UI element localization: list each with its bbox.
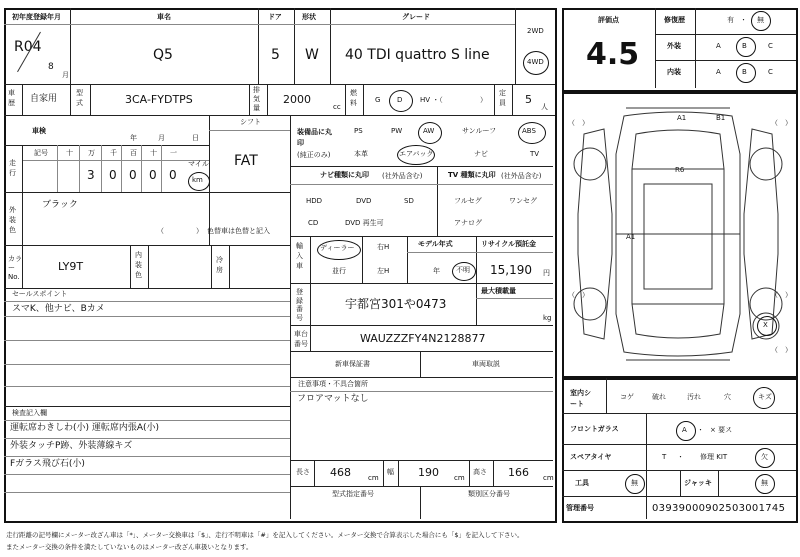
seat-item: 破れ (652, 393, 666, 401)
reg-month: 8 (48, 62, 54, 72)
reg-month-unit: 月 (62, 71, 69, 79)
fuel-close: ） (480, 96, 487, 104)
reg-year-label: 初年度登録年月 (12, 13, 61, 21)
height-unit: cm (543, 474, 554, 482)
grade: 40 TDI quattro S line (345, 47, 490, 63)
equipment-item: ナビ (474, 150, 488, 158)
import-dealer: ディーラー (320, 244, 355, 252)
front-glass-dot: ・ (697, 426, 704, 434)
length: 468 (330, 466, 351, 479)
sales-point-label: セールスポイント (12, 290, 68, 298)
car-name: Q5 (153, 47, 173, 63)
equipment-item: エアバック (399, 150, 434, 158)
paren-tl-open: （ (568, 119, 575, 127)
door-label: ドア (268, 13, 282, 21)
int-grade: A (716, 68, 721, 76)
int-grade: C (768, 68, 773, 76)
model-year-unit: 年 (433, 267, 440, 275)
paren-br-open: （ (771, 291, 778, 299)
equipment-item: PW (391, 127, 403, 135)
front-glass-label: フロントガラス (570, 425, 619, 433)
rating-label: 評価点 (598, 16, 619, 24)
digit-divider (57, 145, 58, 192)
color-code: LY9T (58, 260, 84, 273)
front-glass-value: A (682, 426, 687, 434)
mgmt-number: 03939000902503001745 (652, 503, 786, 514)
spare-kit: 修理 KIT (700, 453, 728, 461)
type-number-label: 型式指定番号 (332, 490, 374, 498)
diagram-label-b1: B1 (716, 114, 726, 122)
paren-tl-close: ） (582, 119, 589, 127)
fuel-d: D (397, 96, 403, 104)
repair-yes: 有 (727, 16, 734, 24)
digit-header: 万 (88, 149, 95, 157)
km-unit: km (192, 176, 203, 184)
model-year-label: モデル年式 (418, 240, 453, 248)
spare-t: T (662, 453, 667, 461)
airbag-circle (397, 145, 435, 165)
equipment-item: ABS (522, 127, 536, 135)
shaken-day-unit: 日 (192, 134, 199, 142)
registration-label: 登録番号 (296, 288, 303, 322)
diagram-label-r6: R6 (675, 166, 685, 174)
shift-label: シフト (240, 118, 261, 126)
color-code-label: カラーNo. (8, 255, 22, 281)
displacement-label: 排気量 (253, 86, 260, 112)
tools-label: 工具 (575, 479, 589, 487)
shape-label: 形状 (302, 13, 316, 21)
digit-header: 一 (170, 149, 177, 157)
symbol-label: 記号 (34, 149, 48, 157)
seat-label: 室内シート (570, 389, 591, 408)
width-label: 幅 (387, 468, 394, 476)
ac-label: 冷房 (216, 256, 223, 274)
repair-label: 修復歴 (664, 16, 685, 24)
aw-circle (418, 122, 442, 144)
import-label: 輸入車 (296, 242, 303, 270)
kg-unit: kg (543, 314, 552, 322)
recycle-label: リサイクル預託金 (481, 240, 537, 248)
diagram-label-a1-side: A1 (626, 233, 636, 241)
seat-item: キズ (758, 393, 772, 401)
int-b-circle (736, 63, 756, 83)
height: 166 (508, 466, 529, 479)
mileage-label: 走行 (9, 159, 16, 177)
navi-type: CD (308, 219, 319, 227)
tools-value: 無 (631, 479, 638, 487)
spare-label: スペアタイヤ (570, 453, 612, 461)
vin: WAUZZZFY4N2128877 (360, 332, 486, 345)
inspector-line: 運転席わきしわ(小) 運転席内張A(小) (10, 423, 160, 433)
class-number-label: 類別区分番号 (468, 490, 510, 498)
capacity: 5 (525, 93, 532, 106)
tv-type: フルセグ (454, 197, 482, 205)
mileage-digit: 0 (169, 168, 177, 182)
usage: 自家用 (30, 94, 58, 104)
paren-bl-open: （ (568, 291, 575, 299)
tv-type: アナログ (454, 219, 482, 227)
jack-value: 無 (761, 479, 768, 487)
paren-br2-open: （ (771, 346, 778, 354)
equipment-item: AW (423, 127, 435, 135)
int-grade: B (742, 68, 747, 76)
digit-divider (161, 145, 162, 192)
digit-divider (79, 145, 80, 192)
width: 190 (418, 466, 439, 479)
import-rh: 右H (377, 243, 390, 251)
navi-type: DVD 再生可 (345, 219, 384, 227)
seat-item: コゲ (620, 393, 634, 401)
body-shape: W (305, 47, 319, 63)
max-load-label: 最大積載量 (481, 287, 516, 295)
fuel-g: G (375, 96, 381, 104)
model-label: 型式 (76, 89, 83, 107)
equipment-item: 本革 (354, 150, 368, 158)
footer-line-1: 走行距離の記号欄にメーター改ざん車は「*」、メーター交換車は「$」、走行不明車は「#」を記入してください。メーター交換で合算表示した場合にも「$」を記入して下さい。 (6, 531, 524, 539)
digit-divider (101, 145, 102, 192)
mileage-digit: 0 (149, 168, 157, 182)
digit-header: 十 (150, 149, 157, 157)
yen-unit: 円 (543, 269, 550, 277)
length-label: 長さ (296, 468, 310, 476)
rating: 4.5 (586, 37, 640, 72)
spare-dot: ・ (677, 453, 684, 461)
usage-label: 車歴 (8, 89, 15, 107)
navi-note: (社外品含む) (382, 172, 423, 180)
footer-line-2: またメーター交換の条件を満たしていないものはメーター改ざん車扱いとなります。 (6, 543, 253, 551)
paren-tr-open: （ (771, 119, 778, 127)
paren-bl-close: ） (582, 291, 589, 299)
width-unit: cm (454, 474, 465, 482)
equipment-label: 装備品に丸印 (297, 128, 332, 147)
navi-label: ナビ種類に丸印 (320, 171, 369, 179)
navi-type: DVD (356, 197, 372, 205)
ext-label: 外装 (667, 42, 681, 50)
cc-unit: cc (333, 103, 341, 111)
navi-type: SD (404, 197, 414, 205)
seat-scratch-circle (753, 387, 775, 409)
diagram-label-a1-top: A1 (677, 114, 687, 122)
persons-unit: 人 (541, 103, 548, 111)
shift: FAT (234, 153, 258, 169)
warranty: 新車保証書 (335, 360, 370, 368)
paren-br-close: ） (785, 291, 792, 299)
notes: フロアマットなし (297, 394, 369, 404)
mileage-digit: 0 (129, 168, 137, 182)
fuel-label: 燃料 (350, 89, 357, 107)
drive-2wd: 2WD (527, 27, 544, 35)
reg-year: R04 (14, 39, 42, 55)
color-value: ブラック (42, 200, 78, 210)
import-parallel: 並行 (332, 267, 346, 275)
fuel-hv: HV ・（ (420, 96, 443, 104)
digit-header: 千 (110, 149, 117, 157)
jack-label: ジャッキ (684, 479, 712, 487)
mgmt-label: 管理番号 (566, 504, 594, 512)
import-lh: 左H (377, 267, 390, 275)
shaken-year-unit: 年 (130, 134, 137, 142)
shaken-month-unit: 月 (158, 134, 165, 142)
equipment-item: TV (530, 150, 540, 158)
repair-no: 無 (757, 16, 764, 24)
model-year-unknown: 不明 (456, 266, 470, 274)
abs-circle (518, 122, 546, 144)
paren-tr-close: ） (785, 119, 792, 127)
diagram-label-x: X (763, 321, 768, 329)
color-note: 色替車は色替と記入 (207, 227, 270, 235)
capacity-label: 定員 (499, 89, 506, 107)
color-label: 外装色 (9, 206, 16, 234)
tv-note: (社外品含む) (501, 172, 542, 180)
interior-color-label: 内装色 (135, 251, 142, 279)
registration: 宇都宮301や0473 (345, 297, 447, 311)
inspector-line: Fガラス飛び石(小) (10, 459, 85, 469)
digit-header: 十 (66, 149, 73, 157)
vin-label: 車台番号 (294, 330, 308, 348)
color-paren-open: （ (157, 227, 164, 235)
int-label: 内装 (667, 68, 681, 76)
equipment-item: サンルーフ (462, 127, 497, 135)
model: 3CA-FYDTPS (125, 93, 193, 106)
ext-b-circle (736, 37, 756, 57)
mile-label: マイル (188, 160, 209, 168)
ext-grade: C (768, 42, 773, 50)
repair-sep: ・ (740, 16, 747, 24)
tv-label: TV 種類に丸印 (448, 171, 496, 179)
digit-divider (141, 145, 142, 192)
equipment-item: PS (354, 127, 363, 135)
navi-type: HDD (306, 197, 323, 205)
paren-br2-close: ） (785, 346, 792, 354)
front-glass-need: × 要ス (710, 426, 733, 434)
notes-label: 注意事項・不具合箇所 (298, 380, 368, 388)
inspector-line: 外装タッチP跡、外装薄線キズ (10, 441, 133, 451)
spare-none: 欠 (761, 453, 768, 461)
tv-type: ワンセグ (509, 197, 537, 205)
car-name-label: 車名 (157, 13, 171, 21)
sales-point: スマK、他ナビ、Bカメ (12, 304, 105, 314)
drive-4wd: 4WD (527, 58, 544, 66)
ext-grade: B (742, 42, 747, 50)
shaken-label: 車検 (32, 127, 46, 135)
ext-grade: A (716, 42, 721, 50)
color-paren-close: ） (196, 227, 203, 235)
length-unit: cm (368, 474, 379, 482)
height-label: 高さ (473, 468, 487, 476)
inspector-label: 検査記入欄 (12, 409, 47, 417)
seat-item: 穴 (724, 393, 731, 401)
equipment-sublabel: (純正のみ) (297, 151, 331, 159)
manual: 車両取説 (472, 360, 500, 368)
mileage-digit: 0 (109, 168, 117, 182)
door-count: 5 (271, 47, 280, 63)
digit-divider (121, 145, 122, 192)
displacement: 2000 (283, 93, 311, 106)
recycle-fee: 15,190 (490, 263, 532, 277)
grade-label: グレード (402, 13, 430, 21)
digit-header: 百 (130, 149, 137, 157)
seat-item: 汚れ (687, 393, 701, 401)
diagram-x-circle (757, 316, 777, 336)
mileage-digit: 3 (87, 168, 95, 182)
